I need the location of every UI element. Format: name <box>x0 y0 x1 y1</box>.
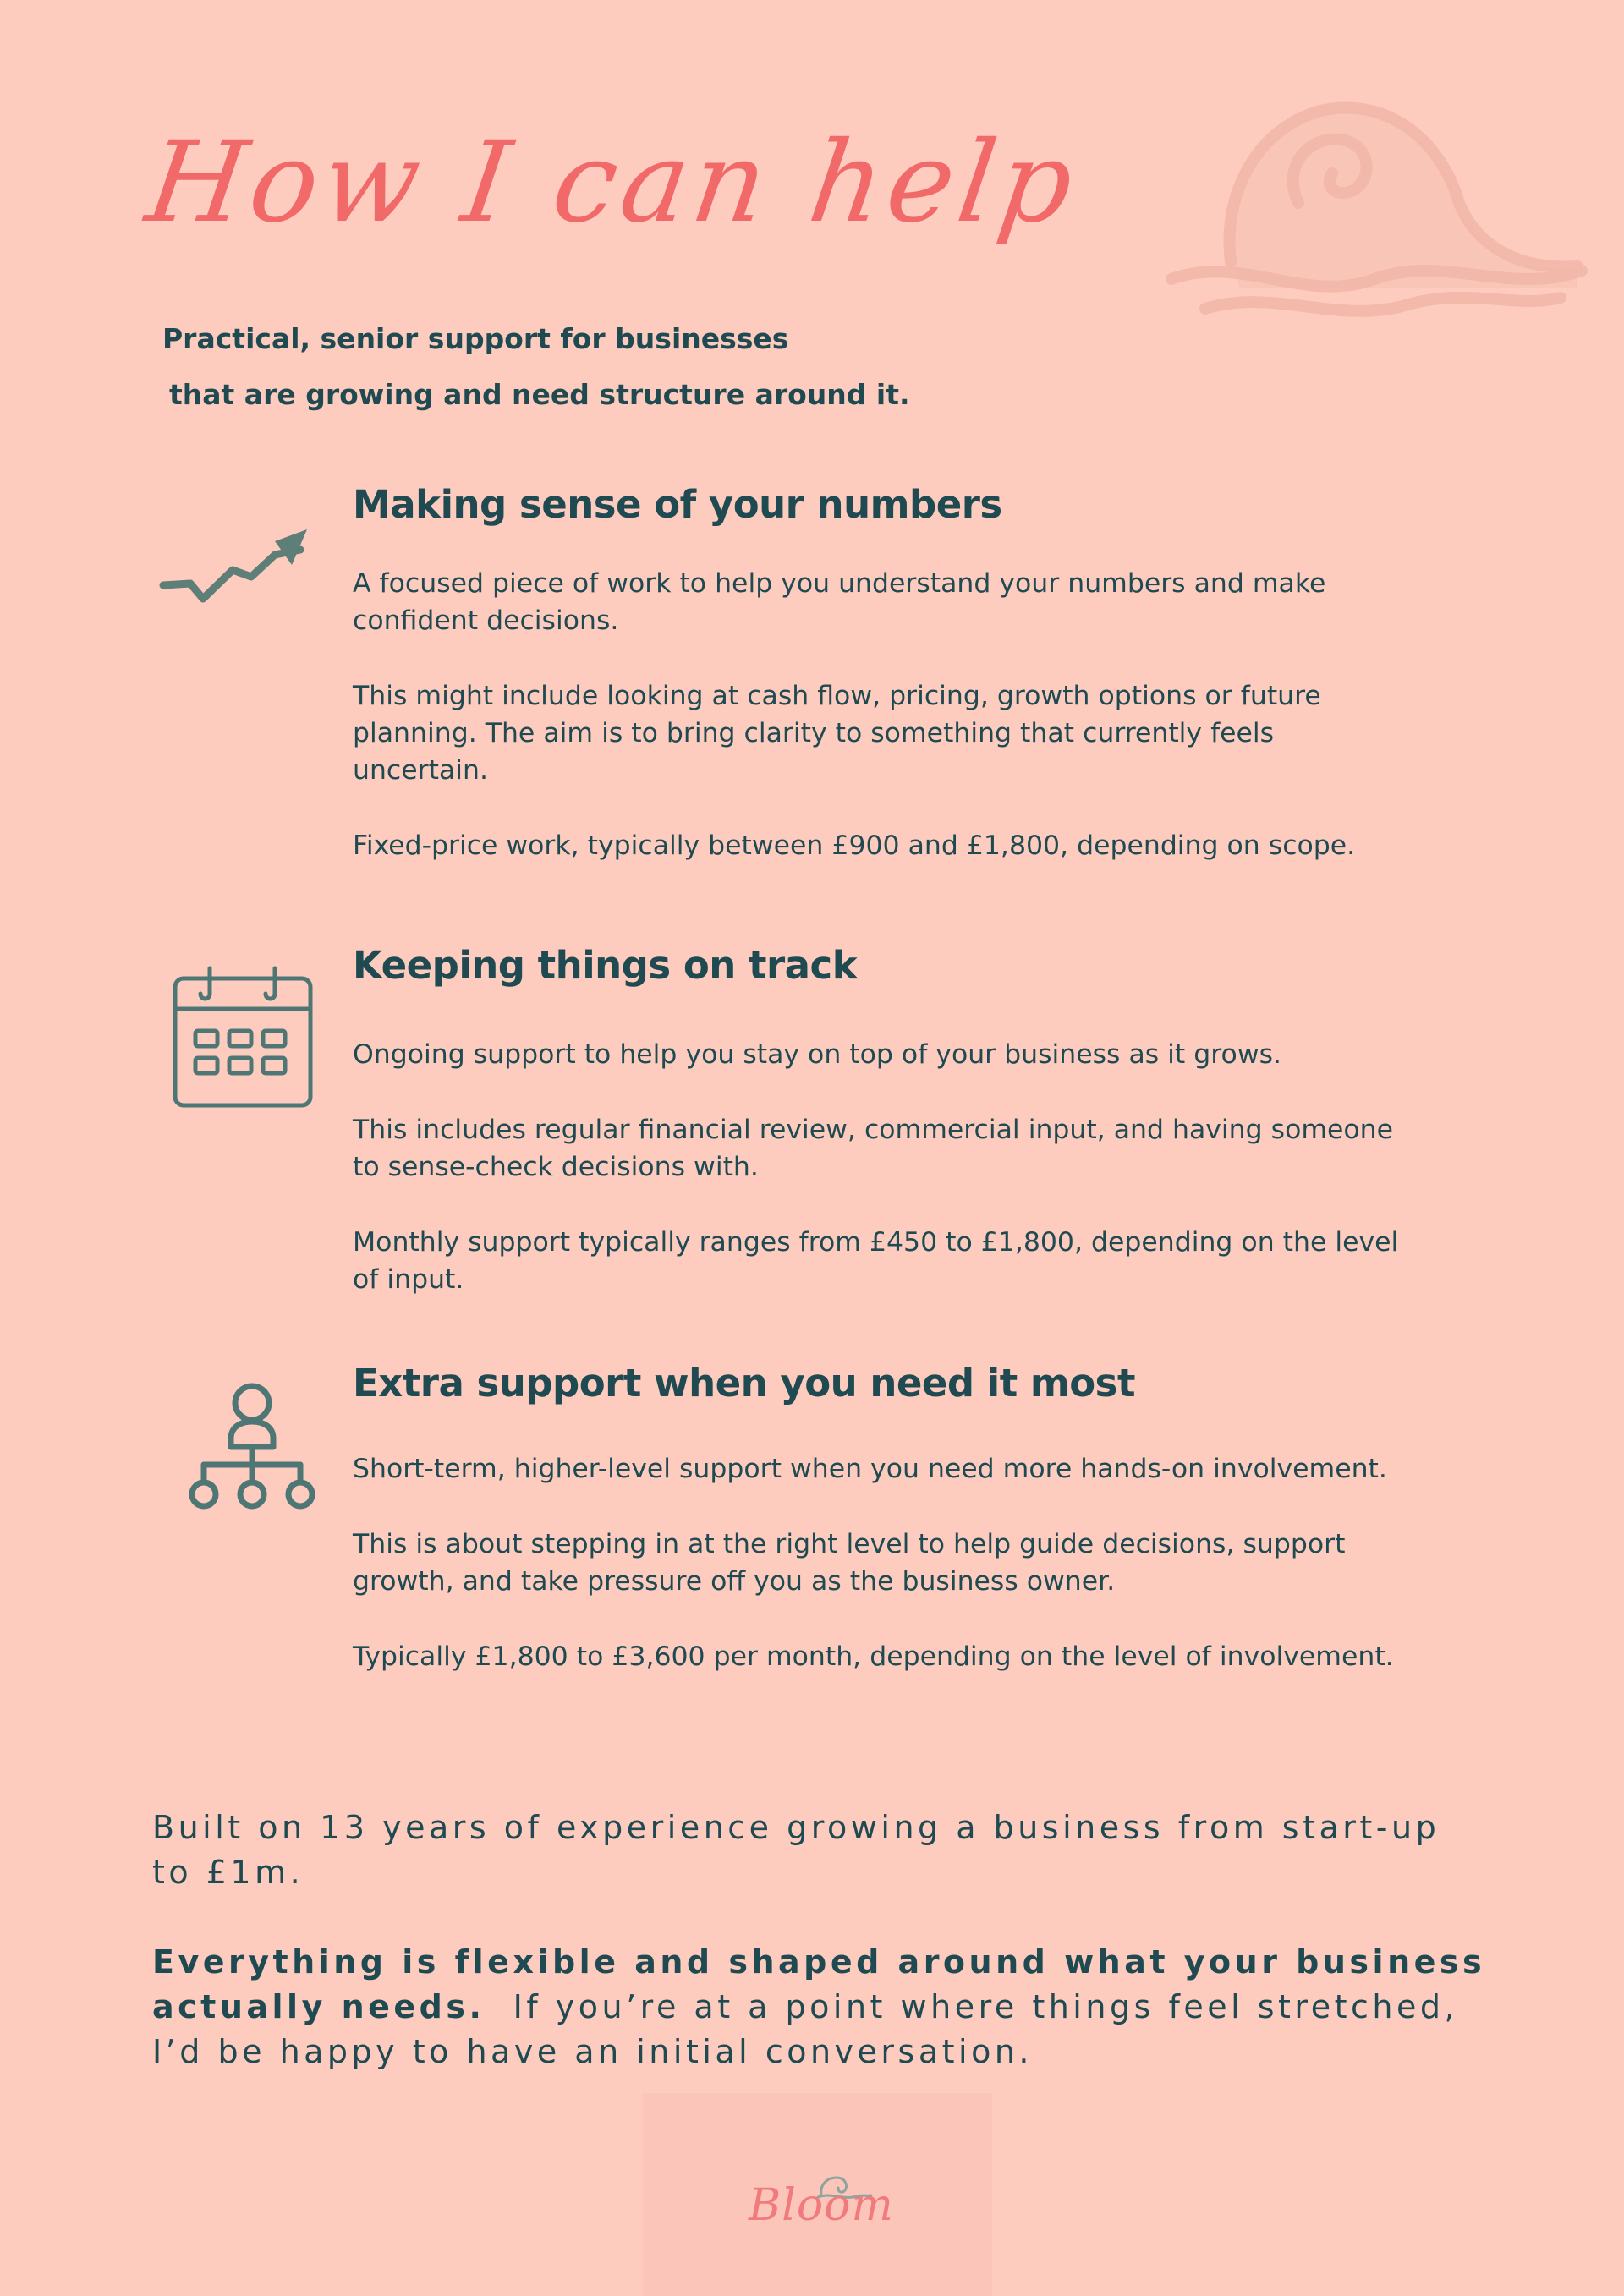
service-description: Ongoing support to help you stay on top of your business as it grows. <box>353 1039 1282 1070</box>
page-subtitle <box>162 311 910 423</box>
calendar-icon <box>156 960 326 1121</box>
service-pricing: Monthly support typically ranges from £450 to £1,800, depending on the level of input. <box>353 1227 1399 1295</box>
experience-statement: Built on 13 years of experience growing a business from start-up to £1m. <box>152 1809 1440 1891</box>
service-heading: Making sense of your numbers <box>353 482 1002 527</box>
subtitle-line-1: Practical, senior support for businesses <box>162 322 789 355</box>
service-heading: Extra support when you need it most <box>353 1361 1135 1406</box>
flexible-statement: Everything is flexible and shaped around what your business actually needs. <box>152 1943 1486 2025</box>
service-details: This is about stepping in at the right level to help guide decisions, support growth, and take pressure off you as the business owner. <box>353 1529 1346 1597</box>
service-details: This might include looking at cash flow, pricing, growth options or future planning. The aim is to bring clarity to something that currently feels uncertain. <box>353 681 1321 786</box>
service-description: Short-term, higher-level support when you need more hands-on involvement. <box>353 1454 1387 1484</box>
service-pricing: Typically £1,800 to £3,600 per month, depending on the level of involvement. <box>353 1641 1394 1672</box>
bloom-logo: Bloom <box>749 2180 894 2231</box>
service-details: This includes regular financial review, commercial input, and having someone to sense-check decisions with. <box>353 1115 1394 1182</box>
page-title: How I can help <box>139 118 1086 248</box>
subtitle-line-2: that are growing and need structure around it. <box>169 378 910 411</box>
trend-arrow-icon <box>156 499 326 660</box>
service-pricing: Fixed-price work, typically between £900 and £1,800, depending on scope. <box>353 830 1356 861</box>
org-chart-icon <box>156 1378 326 1538</box>
conversation-invitation: If you’re at a point where things feel stretched, I’d be happy to have an initial conversation. <box>152 1988 1459 2070</box>
service-heading: Keeping things on track <box>353 943 858 988</box>
wave-decoration-icon <box>1155 76 1594 330</box>
service-description: A focused piece of work to help you understand your numbers and make confident decisions. <box>353 568 1326 636</box>
closing-paragraph <box>152 1940 1489 2074</box>
